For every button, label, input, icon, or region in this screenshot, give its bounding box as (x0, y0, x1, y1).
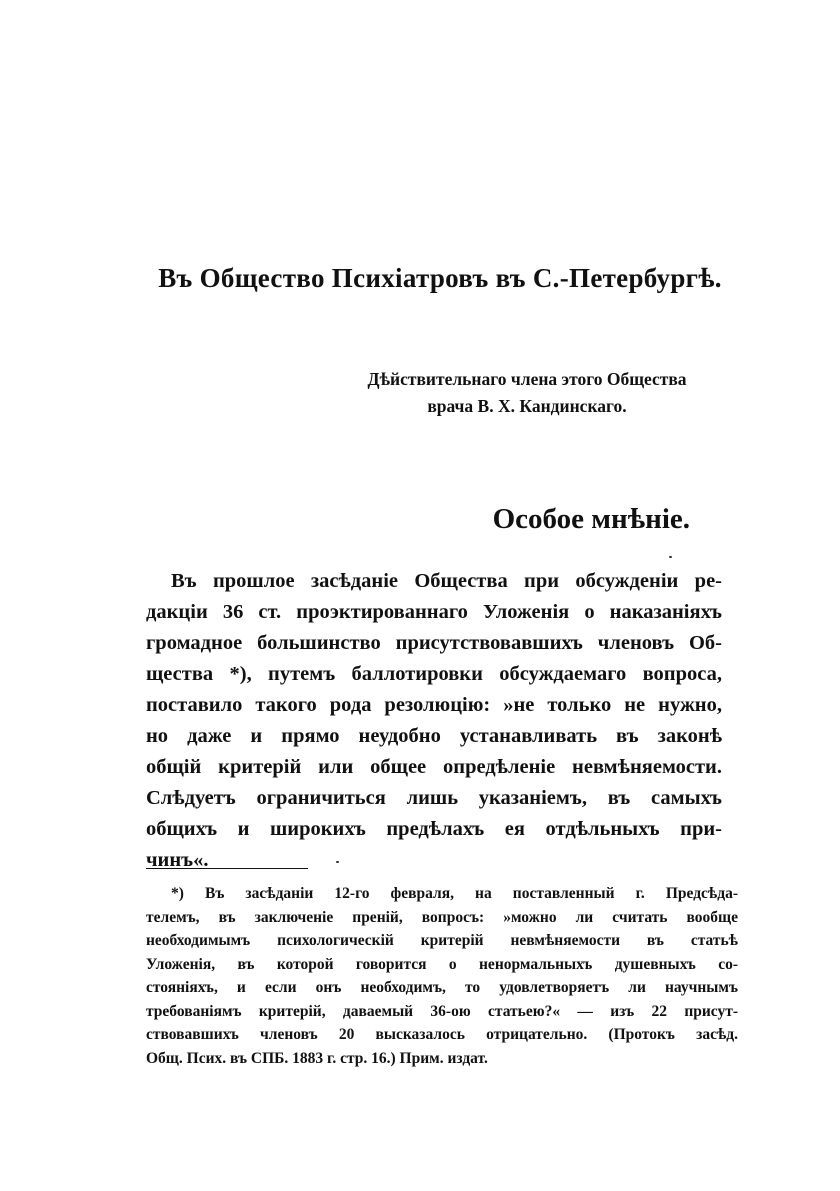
footnote-line: требованіямъ критерій, даваемый 36-ою статьею?« — изъ 22 присут- (146, 1002, 738, 1020)
body-line: чинъ«. (146, 849, 209, 871)
footnote-line: ствовавшихъ членовъ 20 высказалось отрицательно. (Протокъ засѣд. (146, 1026, 738, 1043)
footnote-line: *) Въ засѣданіи 12-го февраля, на поставленный г. Предсѣда- (171, 885, 738, 902)
body-line: Въ прошлое засѣданіе Общества при обсужденіи ре- (171, 570, 722, 592)
author-line: Дѣйствительнаго члена этого Общества (367, 369, 687, 389)
body-line: громадное большинство присутствовавшихъ членовъ Об- (146, 632, 722, 654)
footnote (146, 882, 738, 1070)
print-speck (669, 556, 672, 558)
body-line: дакціи 36 ст. проэктированнаго Уложенія о наказаніяхъ (146, 601, 722, 623)
body-line: поставило такого рода резолюцію: »не только не нужно, (146, 694, 722, 716)
body-line: щества *), путемъ баллотировки обсуждаемаго вопроса, (146, 663, 722, 685)
footnote-divider (146, 868, 308, 869)
author-line: врача В. Х. Кандинскаго. (427, 396, 627, 416)
print-speck (336, 861, 339, 863)
body-line: общій критерій или общее опредѣленіе невмѣняемости. (146, 756, 722, 778)
footnote-line: Общ. Псих. въ СПБ. 1883 г. стр. 16.) Прим. издат. (146, 1049, 488, 1067)
body-line: общихъ и широкихъ предѣлахъ ея отдѣльныхъ при- (146, 818, 722, 840)
footnote-line: телемъ, въ заключеніе преній, вопросъ: »можно ли считать вообще (146, 908, 738, 926)
footnote-line: Уложенія, въ которой говорится о ненормальныхъ душевныхъ со- (146, 955, 738, 973)
section-heading: Особое мнѣніе. (492, 503, 690, 535)
footnote-line: необходимымъ психологическій критерій невмѣняемости въ статьѣ (146, 932, 738, 949)
body-line: но даже и прямо неудобно устанавливать въ законѣ (146, 725, 722, 747)
body-line: Слѣдуетъ ограничиться лишь указаніемъ, въ самыхъ (146, 787, 722, 809)
document-title: Въ Общество Психіатровъ въ С.-Петербургѣ. (158, 263, 722, 293)
author-attribution (317, 366, 737, 420)
footnote-line: стояніяхъ, и если онъ необходимъ, то удовлетворяетъ ли научнымъ (146, 979, 738, 996)
body-paragraph (146, 566, 722, 876)
